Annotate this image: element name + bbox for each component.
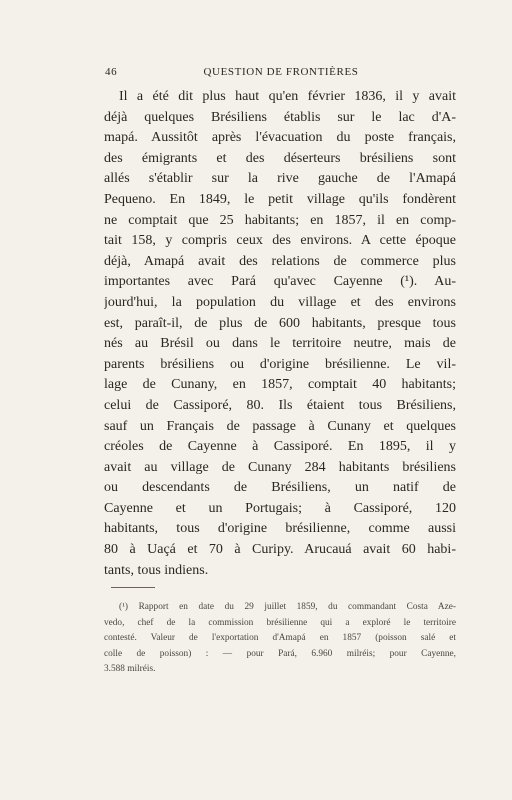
text-line: Il a été dit plus haut qu'en février 1836, il y avait — [119, 89, 456, 104]
main-paragraph — [104, 87, 456, 581]
text-line: 80 à Uaçá et 70 à Curipy. Arucauá avait 60 habi- — [104, 542, 456, 558]
text-line: mapá. Aussitôt après l'évacuation du poste français, — [104, 130, 456, 146]
text-line: créoles de Cayenne à Cassiporé. En 1895, il y — [104, 439, 456, 455]
footnote-line: vedo, chef de la commission brésilienne qui a exploré le territoire — [104, 617, 456, 628]
text-line: est, paraît-il, de plus de 600 habitants, presque tous — [104, 315, 456, 331]
running-title: QUESTION DE FRONTIÈRES — [203, 66, 359, 78]
text-line: ne comptait que 25 habitants; en 1857, il en comp- — [104, 212, 456, 228]
text-line: habitants, tous d'origine brésilienne, comme aussi — [104, 521, 456, 537]
text-line: sauf un Français de passage à Cunany et quelques — [104, 418, 456, 434]
footnote-line: 3.588 milréis. — [104, 664, 156, 675]
footnote-separator — [111, 587, 155, 588]
text-line: parents brésiliens ou d'origine brésilienne. Le vil- — [104, 356, 456, 372]
footnote-line: (¹) Rapport en date du 29 juillet 1859, du commandant Costa Aze- — [119, 602, 456, 612]
text-line: tait 158, y compris ceux des environs. A cette époque — [104, 233, 456, 249]
text-line: lage de Cunany, en 1857, comptait 40 habitants; — [104, 377, 456, 393]
text-line: Cayenne et un Portugais; à Cassiporé, 120 — [104, 500, 456, 516]
text-line: des émigrants et des déserteurs brésiliens sont — [104, 150, 456, 166]
text-line: tants, tous indiens. — [104, 562, 209, 578]
text-line: avait au village de Cunany 284 habitants brésiliens — [104, 459, 456, 475]
text-line: celui de Cassiporé, 80. Ils étaient tous Brésiliens, — [104, 397, 456, 413]
footnote — [104, 600, 456, 678]
text-line: déjà, Amapá avait des relations de commerce plus — [104, 253, 456, 269]
text-line: importantes avec Pará qu'avec Cayenne (¹). Au- — [104, 274, 456, 290]
footnote-line: contesté. Valeur de l'exportation d'Amapá en 1857 (poisson salé et — [104, 633, 456, 644]
text-line: nés au Brésil ou dans le territoire neutre, mais de — [104, 336, 456, 352]
text-line: ou descendants de Brésiliens, un natif de — [104, 480, 456, 496]
text-line: jourd'hui, la population du village et des environs — [104, 294, 456, 310]
text-line: déjà quelques Brésiliens établis sur le lac d'A- — [104, 109, 456, 125]
text-line: Pequeno. En 1849, le petit village qu'ils fondèrent — [104, 191, 456, 207]
page-number: 46 — [105, 66, 118, 78]
footnote-line: colle de poisson) : — pour Pará, 6.960 milréis; pour Cayenne, — [104, 648, 456, 659]
text-line: allés s'établir sur la rive gauche de l'Amapá — [104, 171, 456, 187]
